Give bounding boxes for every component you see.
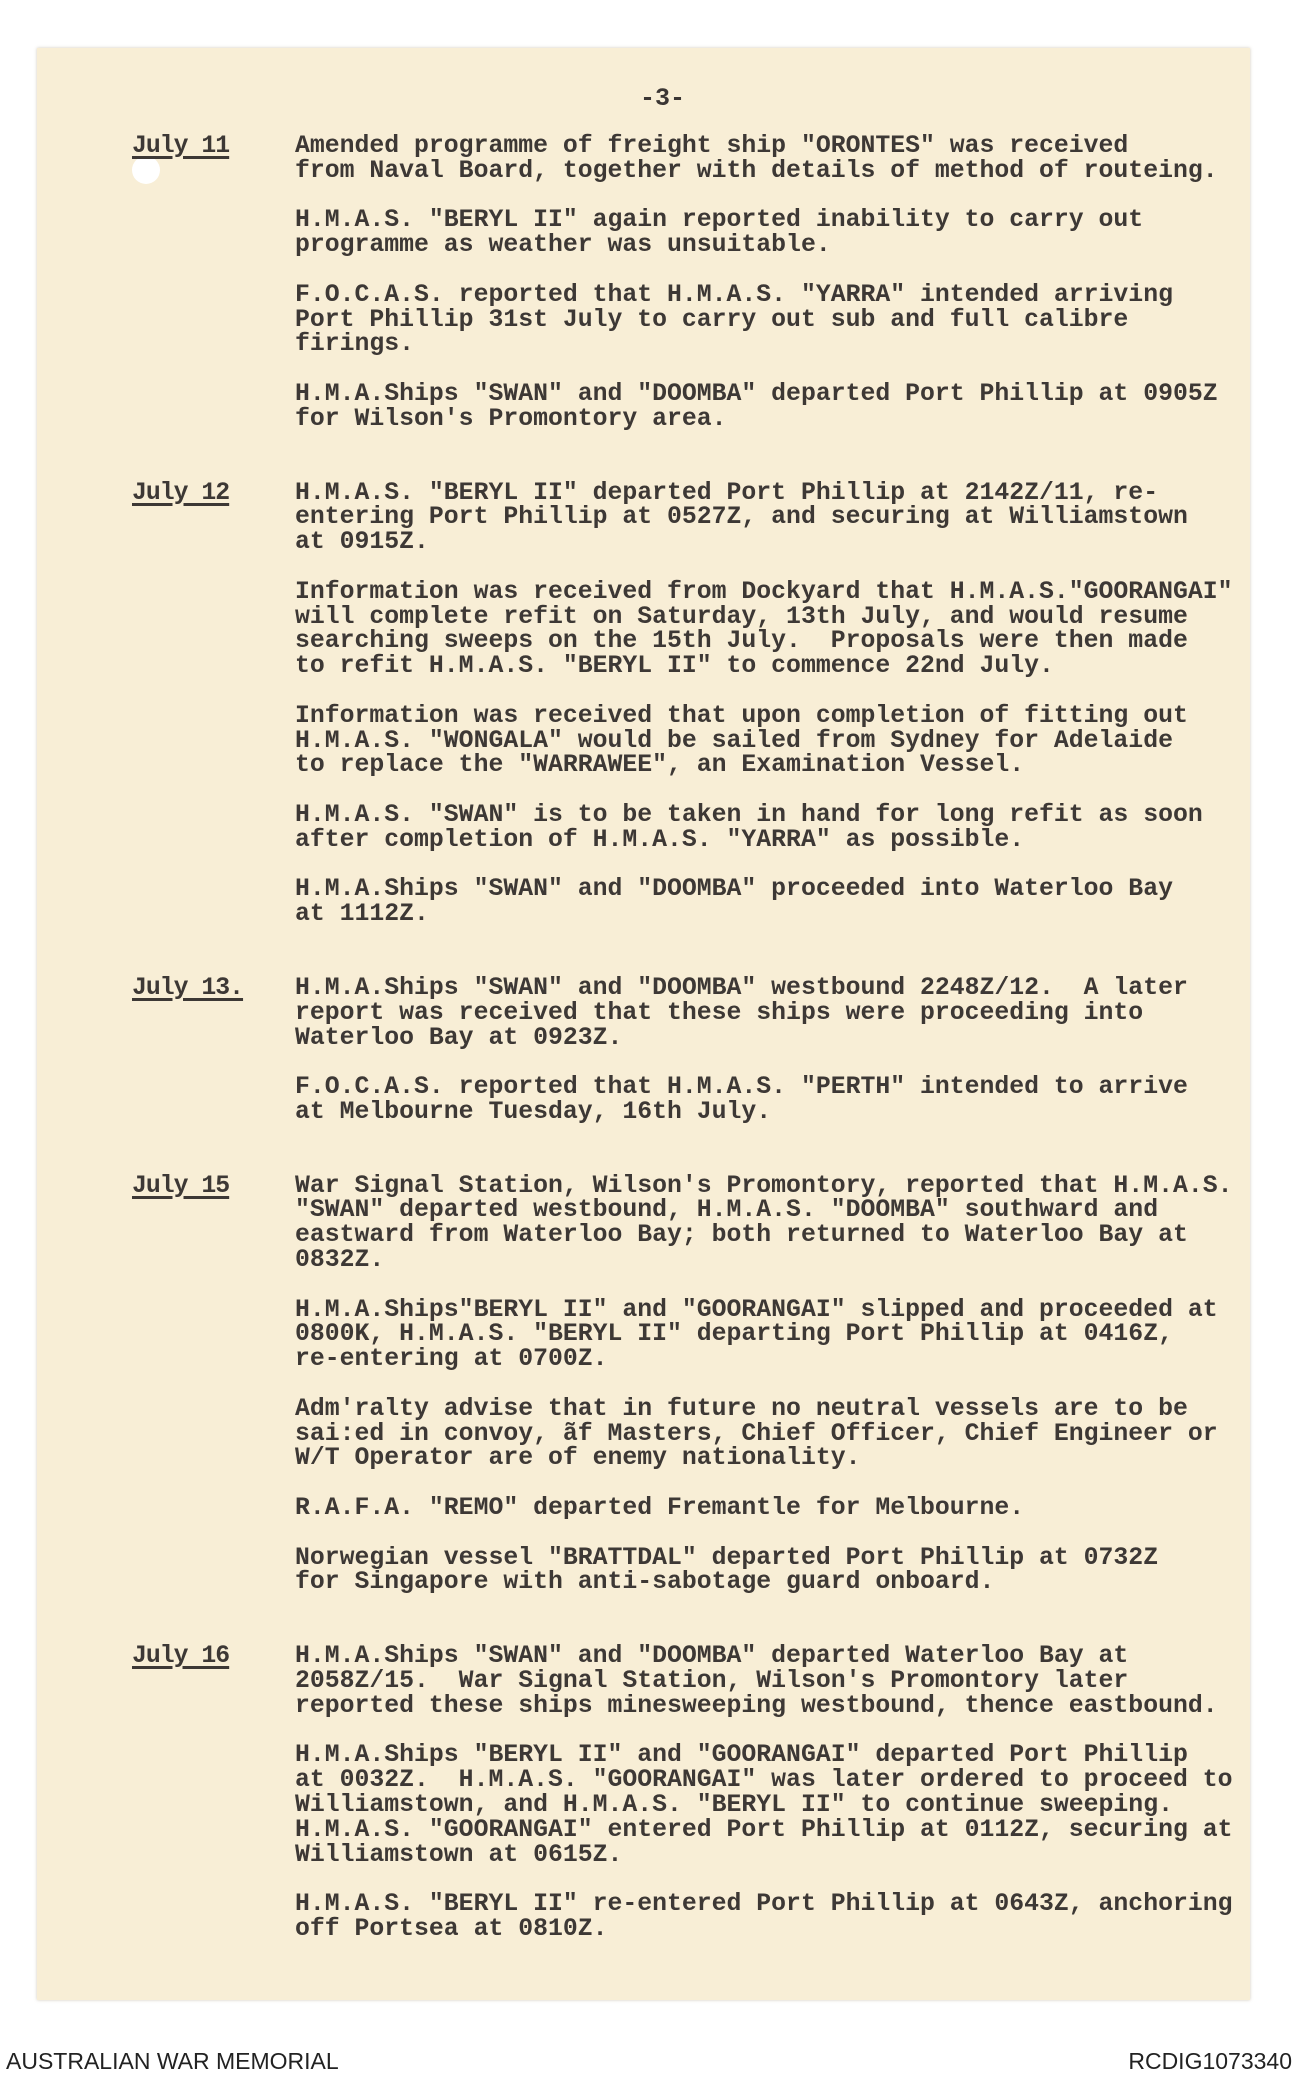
text-line: eastward from Waterloo Bay; both returned to Waterloo Bay at xyxy=(295,1221,1188,1250)
footer-institution: AUSTRALIAN WAR MEMORIAL xyxy=(6,2048,339,2074)
entry-paragraph xyxy=(295,1075,1300,1125)
text-line: firings. xyxy=(295,330,415,359)
entry-date: July 15 xyxy=(132,1171,230,1200)
text-line: Adm'ralty advise that in future no neutral vessels are to be xyxy=(295,1394,1188,1423)
text-line: Information was received from Dockyard that H.M.A.S."GOORANGAI" xyxy=(295,577,1233,606)
text-line: Information was received that upon completion of fitting out xyxy=(295,701,1188,730)
text-line: "SWAN" departed westbound, H.M.A.S. "DOOMBA" southward and xyxy=(295,1196,1159,1225)
entry-paragraph xyxy=(295,1644,1300,1718)
entry-paragraph xyxy=(295,280,1300,359)
text-line: programme as weather was unsuitable. xyxy=(295,231,831,260)
text-line: H.M.A.S. "WONGALA" would be sailed from Sydney for Adelaide xyxy=(295,726,1173,755)
text-line: to replace the "WARRAWEE", an Examination Vessel. xyxy=(295,751,1025,780)
text-line: R.A.F.A. "REMO" departed Fremantle for Melbourne. xyxy=(295,1494,1025,1523)
text-line: off Portsea at 0810Z. xyxy=(295,1915,608,1943)
entry-date: July 12 xyxy=(132,478,230,507)
text-line: H.M.A.S. "GOORANGAI" entered Port Phillip at 0112Z, securing at xyxy=(295,1815,1233,1844)
text-line: H.M.A.S. "BERYL II" re-entered Port Phillip at 0643Z, anchoring xyxy=(295,1890,1233,1919)
entry-paragraph xyxy=(295,478,1300,557)
entry-paragraph xyxy=(295,800,1300,854)
text-line: H.M.A.Ships "SWAN" and "DOOMBA" proceeded into Waterloo Bay xyxy=(295,875,1173,904)
text-line: H.M.A.Ships"BERYL II" and "GOORANGAI" slipped and proceeded at xyxy=(295,1295,1218,1324)
text-line: at Melbourne Tuesday, 16th July. xyxy=(295,1097,772,1126)
entry-paragraph xyxy=(295,1171,1300,1275)
text-line: F.O.C.A.S. reported that H.M.A.S. "YARRA" intended arriving xyxy=(295,280,1173,309)
text-line: to refit H.M.A.S. "BERYL II" to commence 22nd July. xyxy=(295,652,1054,681)
entry-paragraph xyxy=(295,973,1300,1052)
text-line: at 0032Z. H.M.A.S. "GOORANGAI" was later ordered to proceed to xyxy=(295,1766,1233,1795)
entry-paragraph xyxy=(295,1496,1300,1521)
entry-paragraph xyxy=(295,379,1300,433)
entry-paragraph xyxy=(295,1743,1300,1867)
text-line: for Singapore with anti-sabotage guard onboard. xyxy=(295,1568,995,1597)
text-line: report was received that these ships were proceeding into xyxy=(295,998,1144,1027)
text-line: 2058Z/15. War Signal Station, Wilson's Promontory later xyxy=(295,1667,1129,1696)
text-line: H.M.A.Ships "BERYL II" and "GOORANGAI" departed Port Phillip xyxy=(295,1741,1188,1770)
text-line: F.O.C.A.S. reported that H.M.A.S. "PERTH" intended to arrive xyxy=(295,1073,1188,1102)
entry-paragraph xyxy=(295,1543,1300,1597)
log-entries xyxy=(0,134,1300,1991)
entry-paragraph xyxy=(295,1295,1300,1374)
log-entry xyxy=(0,1644,1300,1942)
text-line: sai:ed in convoy, ãf Masters, Chief Officer, Chief Engineer or xyxy=(295,1419,1218,1448)
text-line: for Wilson's Promontory area. xyxy=(295,404,727,433)
text-line: H.M.A.S. "BERYL II" again reported inability to carry out xyxy=(295,206,1144,235)
text-line: searching sweeps on the 15th July. Proposals were then made xyxy=(295,627,1188,656)
text-line: from Naval Board, together with details of method of routeing. xyxy=(295,156,1218,185)
text-line: H.M.A.S. "BERYL II" departed Port Phillip at 2142Z/11, re- xyxy=(295,478,1159,507)
entry-paragraph xyxy=(295,1394,1300,1473)
text-line: Norwegian vessel "BRATTDAL" departed Port Phillip at 0732Z xyxy=(295,1543,1159,1572)
entry-paragraph xyxy=(295,134,1300,184)
text-line: will complete refit on Saturday, 13th July, and would resume xyxy=(295,602,1188,631)
text-line: H.M.A.Ships "SWAN" and "DOOMBA" departed Waterloo Bay at xyxy=(295,1642,1129,1671)
text-line: H.M.A.S. "SWAN" is to be taken in hand for long refit as soon xyxy=(295,800,1203,829)
page-number: -3- xyxy=(640,84,686,113)
log-entry xyxy=(0,973,1300,1126)
entry-date: July 11 xyxy=(132,132,230,160)
entry-paragraph xyxy=(295,577,1300,681)
log-entry xyxy=(0,134,1300,432)
text-line: re-entering at 0700Z. xyxy=(295,1345,608,1374)
entry-paragraph xyxy=(295,877,1300,927)
text-line: at 1112Z. xyxy=(295,900,429,929)
log-entry xyxy=(0,478,1300,929)
text-line: 0832Z. xyxy=(295,1246,385,1275)
text-line: Williamstown at 0615Z. xyxy=(295,1840,623,1869)
entry-paragraph xyxy=(295,701,1300,780)
text-line: H.M.A.Ships "SWAN" and "DOOMBA" departed Port Phillip at 0905Z xyxy=(295,379,1218,408)
entry-date: July 13. xyxy=(132,973,244,1002)
text-line: Port Phillip 31st July to carry out sub and full calibre xyxy=(295,305,1129,334)
entry-date: July 16 xyxy=(132,1642,230,1671)
text-line: entering Port Phillip at 0527Z, and securing at Williamstown xyxy=(295,503,1188,532)
text-line: 0800K, H.M.A.S. "BERYL II" departing Port Phillip at 0416Z, xyxy=(295,1320,1173,1349)
text-line: War Signal Station, Wilson's Promontory, reported that H.M.A.S. xyxy=(295,1171,1233,1200)
text-line: H.M.A.Ships "SWAN" and "DOOMBA" westbound 2248Z/12. A later xyxy=(295,973,1188,1002)
text-line: Williamstown, and H.M.A.S. "BERYL II" to continue sweeping. xyxy=(295,1791,1173,1820)
entry-paragraph xyxy=(295,208,1300,258)
footer-record-id: RCDIG1073340 xyxy=(1128,2048,1292,2074)
text-line: reported these ships minesweeping westbound, thence eastbound. xyxy=(295,1691,1218,1720)
entry-paragraph xyxy=(295,1892,1300,1942)
text-line: W/T Operator are of enemy nationality. xyxy=(295,1444,861,1473)
log-entry xyxy=(0,1171,1300,1597)
text-line: at 0915Z. xyxy=(295,528,429,557)
text-line: Waterloo Bay at 0923Z. xyxy=(295,1023,623,1052)
text-line: Amended programme of freight ship "ORONTES" was received xyxy=(295,132,1129,160)
text-line: after completion of H.M.A.S. "YARRA" as possible. xyxy=(295,825,1025,854)
